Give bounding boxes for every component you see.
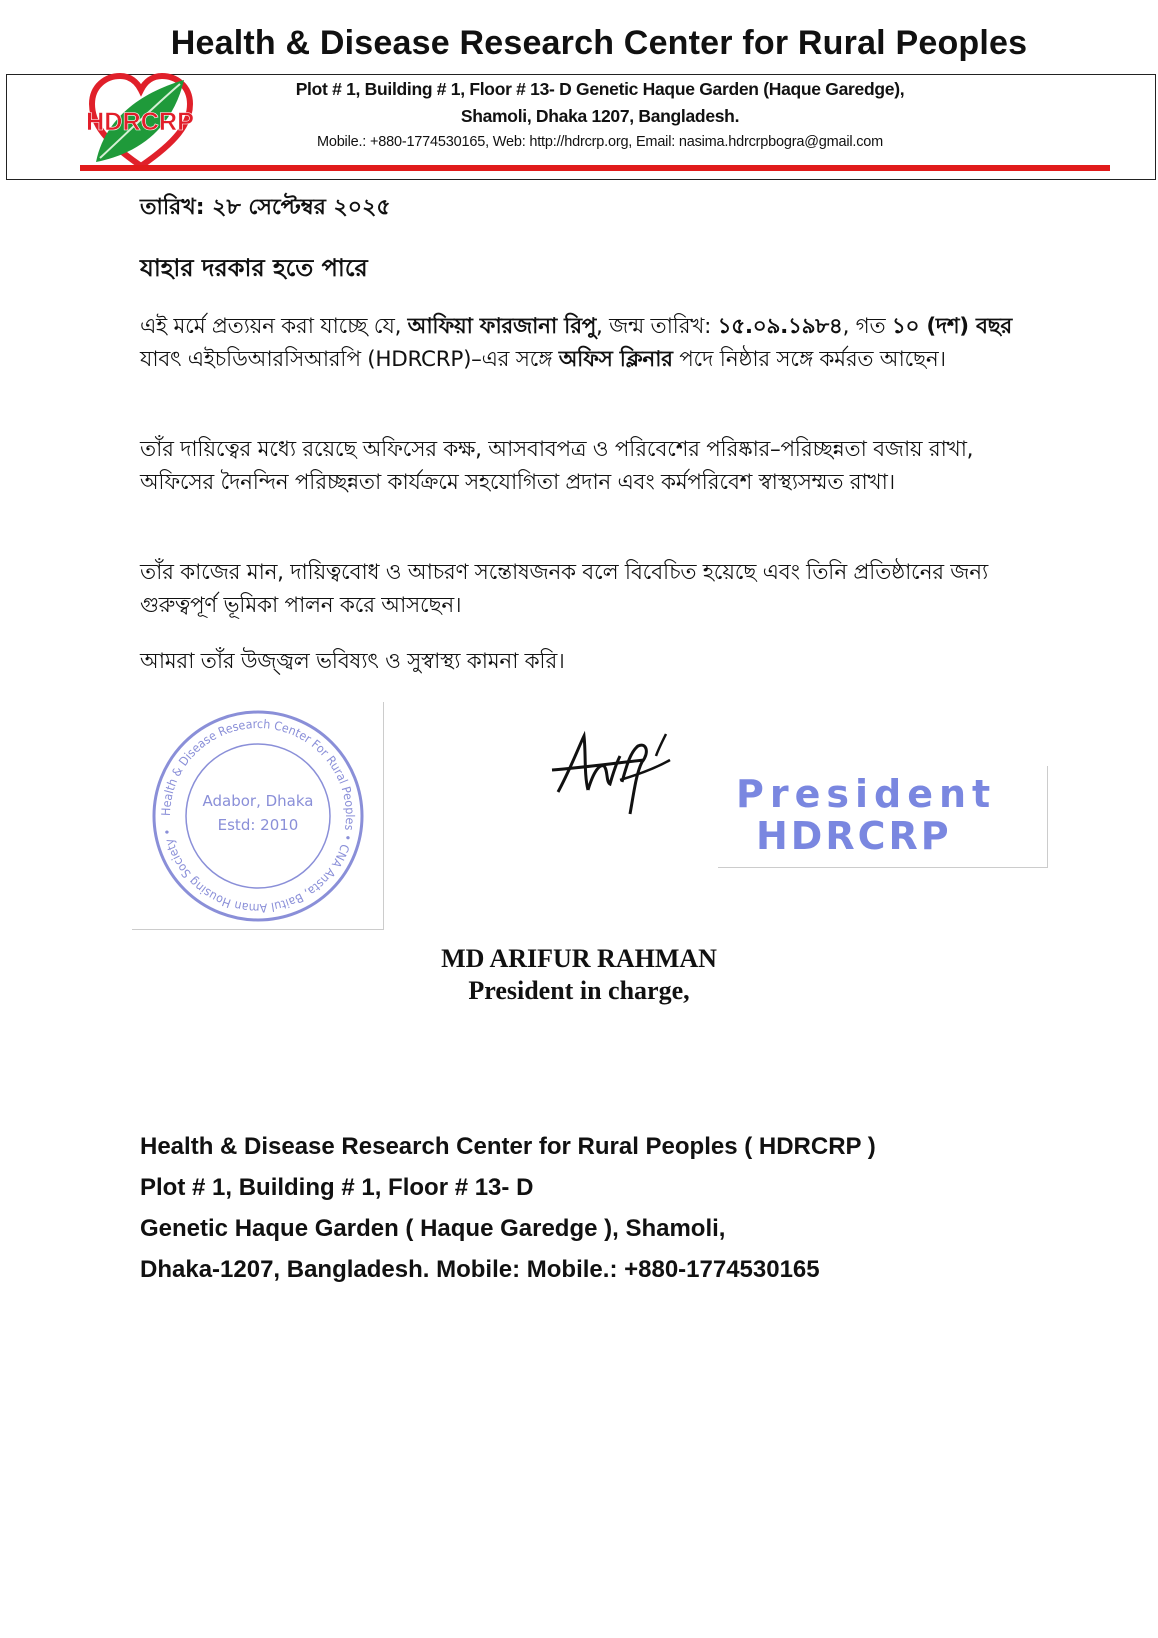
president-stamp: [718, 766, 1048, 868]
signer-name: MD ARIFUR RAHMAN: [441, 944, 717, 973]
p1-text-3: , গত: [842, 314, 892, 339]
job-position: অফিস ক্লিনার: [558, 347, 673, 372]
logo-text: HDRCRP: [86, 108, 194, 136]
stamp-line-2: HDRCRP: [756, 814, 952, 858]
paragraph-3: তাঁর কাজের মান, দায়িত্ববোধ ও আচরণ সন্তোষজনক বলে বিবেচিত হয়েছে এবং তিনি প্রতিষ্ঠানের জন্য গুরুত্বপূর্ণ ভূমিকা পালন করে আসছেন।: [140, 560, 988, 618]
paragraph-2: তাঁর দায়িত্বের মধ্যে রয়েছে অফিসের কক্ষ, আসবাবপত্র ও পরিবেশের পরিষ্কার–পরিচ্ছন্নতা বজায় রাখা, অফিসের দৈনন্দিন পরিচ্ছন্নতা কার্যক্রমে সহযোগিতা প্রদান এবং কর্মপরিবেশ স্বাস্থ্যসম্মত রাখা।: [140, 437, 974, 495]
p1-text-2: , জন্ম তারিখ:: [596, 314, 718, 339]
footer-line-4: Dhaka-1207, Bangladesh. Mobile: Mobile.: +880-1774530165: [140, 1256, 820, 1283]
contact-line: Mobile.: +880-1774530165, Web: http://hdrcrp.org, Email: nasima.hdrcrpbogra@gmail.com: [316, 134, 884, 150]
letterhead-details: [200, 76, 1000, 154]
seal-center-line-1: Adabor, Dhaka: [202, 792, 314, 810]
signer-title: President in charge,: [468, 976, 690, 1005]
footer-address: [140, 1126, 1040, 1290]
salutation: যাহার দরকার হতে পারে: [140, 254, 368, 282]
footer-line-3: Genetic Haque Garden ( Haque Garedge ), Shamoli,: [140, 1215, 726, 1242]
letter-date: তারিখ: ২৮ সেপ্টেম্বর ২০২৫: [140, 195, 391, 220]
date-of-birth: ১৫.০৯.১৯৮৪: [717, 314, 843, 339]
org-title: Health & Disease Research Center for Rural Peoples: [170, 24, 1028, 62]
employee-name: আফিয়া ফারজানা রিপু: [407, 314, 597, 339]
organization-seal: [132, 702, 384, 930]
footer-line-1: Health & Disease Research Center for Rural Peoples ( HDRCRP ): [140, 1133, 876, 1160]
service-duration: ১০ (দশ) বছর: [891, 314, 1012, 339]
paragraph-1: [140, 310, 1020, 376]
signature: [548, 730, 688, 820]
header-rule: [80, 165, 1110, 171]
p1-text-1: এই মর্মে প্রত্যয়ন করা যাচ্ছে যে,: [140, 314, 408, 339]
address-line-1: Plot # 1, Building # 1, Floor # 13- D Genetic Haque Garden (Haque Garedge),: [295, 79, 905, 99]
seal-center-line-2: Estd: 2010: [217, 816, 299, 834]
footer-line-2: Plot # 1, Building # 1, Floor # 13- D: [140, 1174, 534, 1201]
stamp-line-1: President: [736, 772, 997, 816]
paragraph-4: আমরা তাঁর উজ্জ্বল ভবিষ্যৎ ও সুস্বাস্থ্য কামনা করি।: [140, 649, 565, 674]
p1-text-5: পদে নিষ্ঠার সঙ্গে কর্মরত আছেন।: [672, 347, 946, 372]
seal-ring-text: Health & Disease Research Center For Rural Peoples • CNA Ansta, Baitul Aman Housing Society •: [158, 716, 358, 916]
seal-frame: [132, 702, 384, 930]
hdrcrp-logo: [86, 72, 196, 170]
p1-text-4: যাবৎ এইচডিআরসিআরপি (HDRCRP)–এর সঙ্গে: [140, 347, 559, 372]
address-line-2: Shamoli, Dhaka 1207, Bangladesh.: [460, 106, 740, 126]
